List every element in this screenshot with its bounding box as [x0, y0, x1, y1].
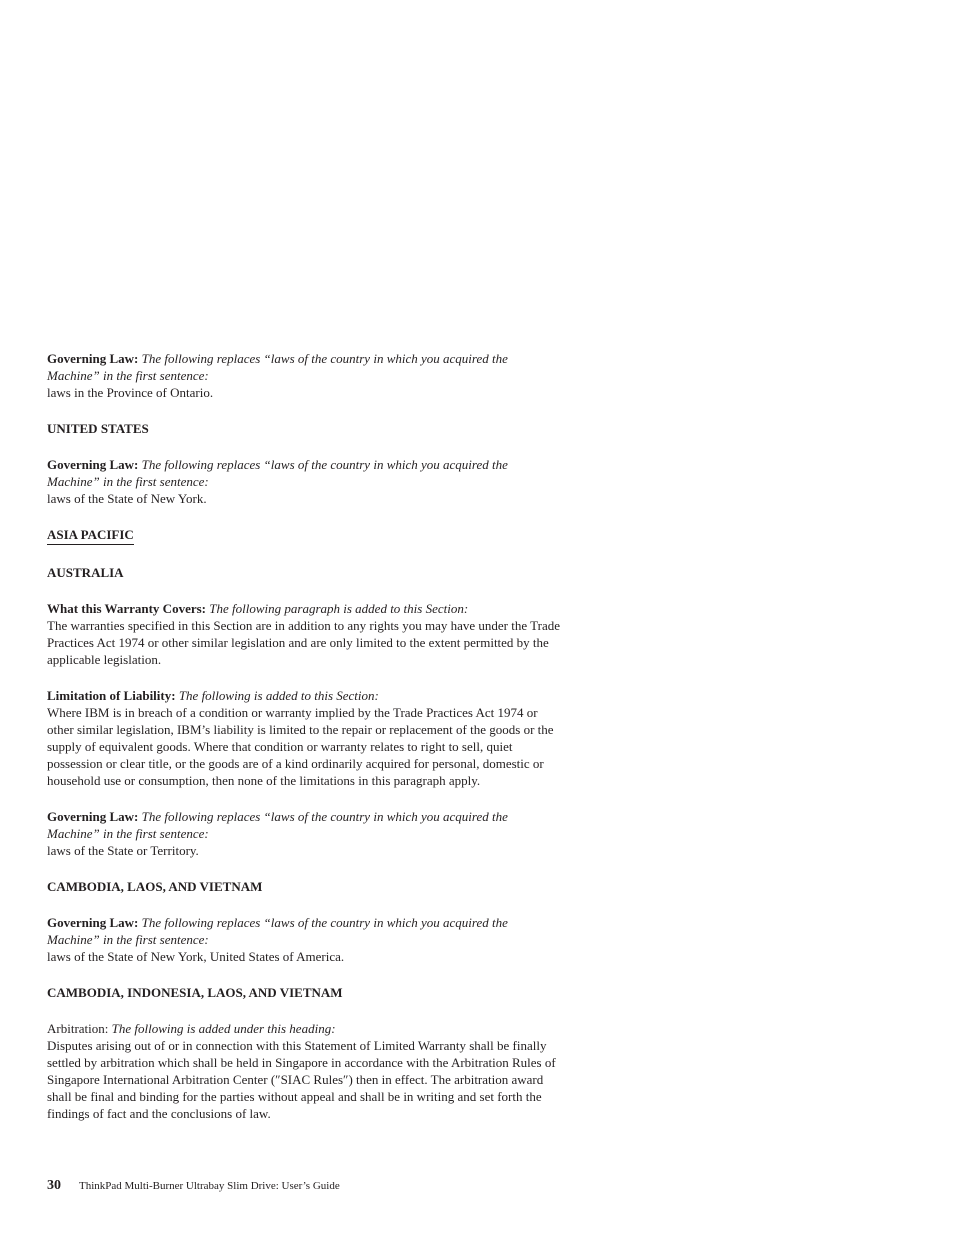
page-footer [47, 1178, 340, 1194]
term-text: laws of the State or Territory. [47, 843, 199, 858]
term-intro: The following is added under this heading: [111, 1021, 336, 1036]
us-governing-law [47, 456, 562, 507]
term-text: The warranties specified in this Section are in addition to any rights you may have under the Trade Practices Act 1974 or other similar legislation and are only limited to the extent permitted by the applicable legislation. [47, 618, 561, 667]
clv-governing-law [47, 914, 562, 965]
term-label: Arbitration: [47, 1021, 109, 1036]
term-text: laws of the State of New York, United States of America. [47, 949, 345, 964]
canada-governing-law [47, 350, 562, 401]
term-label: Governing Law: [47, 457, 139, 472]
australia-governing-law [47, 808, 562, 859]
country-heading-cambodia-laos-vietnam: CAMBODIA, LAOS, AND VIETNAM [47, 879, 263, 894]
country-heading-cambodia-indonesia-laos-vietnam: CAMBODIA, INDONESIA, LAOS, AND VIETNAM [47, 985, 343, 1000]
australia-warranty-covers [47, 600, 562, 668]
term-intro: The following paragraph is added to this Section: [209, 601, 469, 616]
term-intro: The following replaces “laws of the country in which you acquired the Machine” in the first sentence: [47, 457, 508, 489]
term-label: Governing Law: [47, 915, 139, 930]
country-heading-united-states: UNITED STATES [47, 421, 149, 436]
cilv-arbitration [47, 1020, 562, 1122]
term-label: Governing Law: [47, 809, 139, 824]
term-text: laws in the Province of Ontario. [47, 385, 214, 400]
term-intro: The following replaces “laws of the country in which you acquired the Machine” in the first sentence: [47, 915, 508, 947]
term-intro: The following replaces “laws of the country in which you acquired the Machine” in the first sentence: [47, 351, 508, 383]
term-label: What this Warranty Covers: [47, 601, 207, 616]
document-body [47, 350, 562, 1122]
country-heading-australia: AUSTRALIA [47, 565, 124, 580]
term-intro: The following replaces “laws of the country in which you acquired the Machine” in the first sentence: [47, 809, 508, 841]
term-text: Where IBM is in breach of a condition or warranty implied by the Trade Practices Act 1974 or other similar legislation, IBM’s liability is limited to the repair or replacement of the goods or the supply of equivalent goods. Where that condition or warranty relates to right to sell, quiet possession or clear title, or the goods are of a kind ordinarily acquired for personal, domestic or household use or consumption, then none of the limitations in this paragraph apply. [47, 705, 554, 788]
term-intro: The following is added to this Section: [178, 688, 379, 703]
term-label: Limitation of Liability: [47, 688, 176, 703]
region-heading-asia-pacific: ASIA PACIFIC [47, 526, 134, 545]
page-number: 30 [47, 1178, 61, 1193]
term-text: Disputes arising out of or in connection with this Statement of Limited Warranty shall be finally settled by arbitration which shall be held in Singapore in accordance with the Arbitration Rules of Singapore International Arbitration Center (″SIAC Rules″) then in effect. The arbitration award shall be final and binding for the parties without appeal and shall be in writing and set forth the findings of fact and the conclusions of law. [47, 1038, 556, 1121]
document-title: ThinkPad Multi-Burner Ultrabay Slim Drive: User’s Guide [79, 1180, 340, 1192]
australia-limitation-of-liability [47, 687, 562, 789]
term-text: laws of the State of New York. [47, 491, 207, 506]
term-label: Governing Law: [47, 351, 139, 366]
